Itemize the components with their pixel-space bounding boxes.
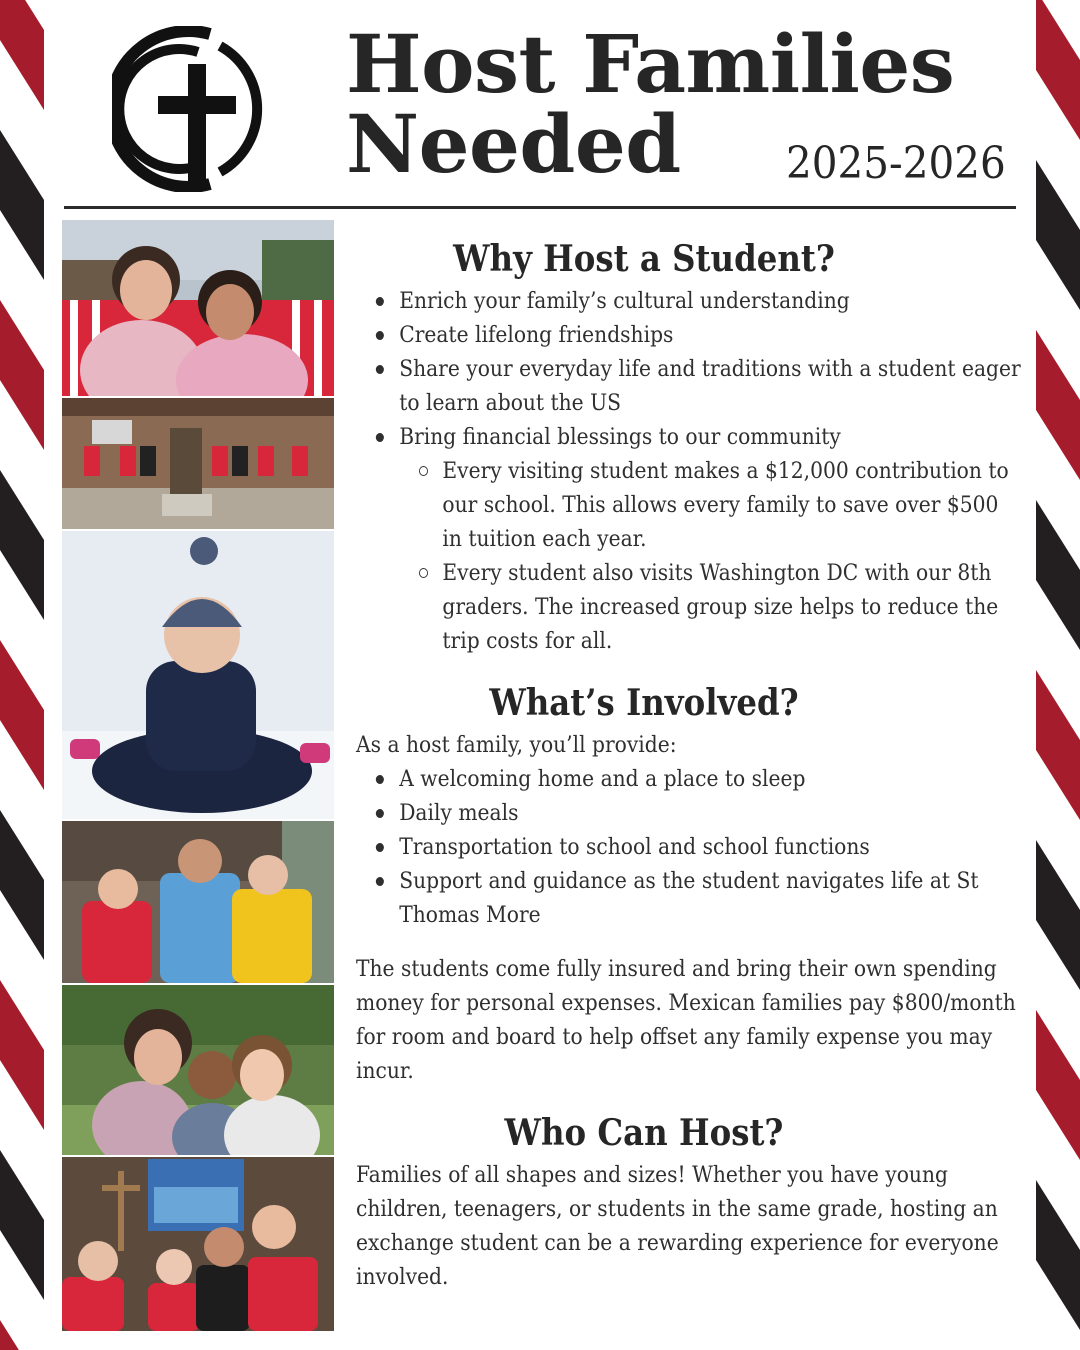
- involved-intro: As a host family, you’ll provide:: [356, 732, 677, 758]
- financial-sublist: [399, 454, 1022, 658]
- photo-classroom-group: [62, 1157, 334, 1331]
- photo-three-girls-park: [62, 985, 334, 1155]
- sub-list-item: Every student also visits Washington DC with our 8th graders. The increased group size helps to reduce the trip costs for all.: [399, 556, 1022, 658]
- photo-two-girls: [62, 220, 334, 396]
- photo-group-statue: [62, 398, 334, 529]
- title-line-2: Needed: [346, 97, 681, 191]
- content-column: [356, 234, 1021, 1294]
- cross-logo-icon: [112, 26, 282, 192]
- whats-involved-heading: What’s Involved?: [489, 682, 799, 724]
- list-item: Support and guidance as the student navigates life at St Thomas More: [356, 864, 1022, 932]
- photo-golden-age-shirts: [62, 821, 334, 983]
- who-can-host-heading: Who Can Host?: [504, 1112, 784, 1154]
- title-line-1: Host Families: [346, 17, 955, 111]
- list-item: Share your everyday life and traditions with a student eager to learn about the US: [356, 352, 1022, 420]
- why-host-heading: Why Host a Student?: [453, 238, 835, 280]
- why-host-list: [356, 284, 1022, 658]
- left-stripe-border: [0, 0, 44, 1350]
- header-divider: [64, 206, 1016, 209]
- right-stripe-border: [1036, 0, 1080, 1350]
- list-item: Enrich your family’s cultural understanding: [356, 284, 1022, 318]
- involved-list: [356, 762, 1022, 932]
- list-item: Create lifelong friendships: [356, 318, 1022, 352]
- whats-involved-section: [356, 678, 1022, 1088]
- school-year: 2025-2026: [786, 138, 1006, 189]
- insurance-paragraph: The students come fully insured and bring their own spending money for personal expenses. Mexican families pay $800/month for room and board to help offset any family expense you may incur.: [356, 956, 1016, 1084]
- list-item: A welcoming home and a place to sleep: [356, 762, 1022, 796]
- list-item: Transportation to school and school functions: [356, 830, 1022, 864]
- who-can-host-paragraph: Families of all shapes and sizes! Whether you have young children, teenagers, or students in the same grade, hosting an exchange student can be a rewarding experience for everyone involved.: [356, 1162, 999, 1290]
- photo-girl-in-snow: [62, 531, 334, 819]
- list-item: [356, 420, 1022, 658]
- list-item-text: Bring financial blessings to our community: [399, 424, 841, 450]
- list-item: Daily meals: [356, 796, 1022, 830]
- sub-list-item: Every visiting student makes a $12,000 contribution to our school. This allows every family to save over $500 in tuition each year.: [399, 454, 1022, 556]
- why-host-section: [356, 234, 1022, 658]
- photo-collage: [62, 220, 334, 1333]
- who-can-host-section: [356, 1108, 1022, 1294]
